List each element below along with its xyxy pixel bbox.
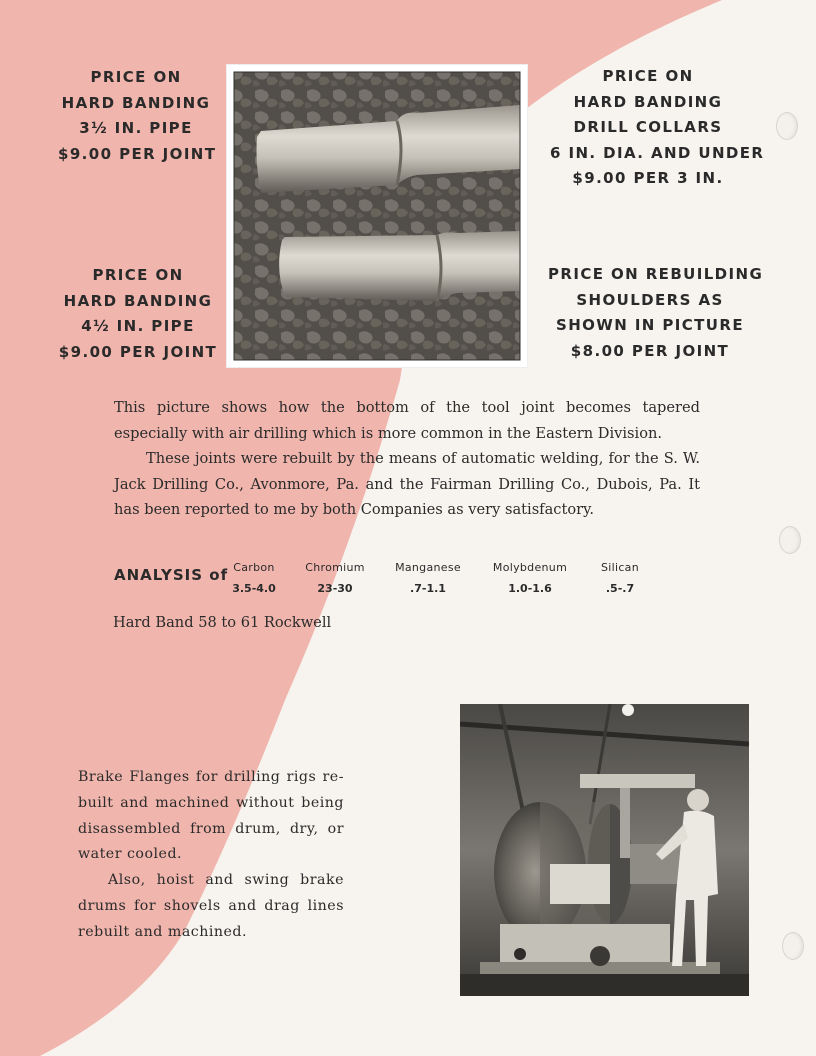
price-block-3-5-pipe [58, 65, 217, 167]
price-line: HARD BANDING [573, 92, 723, 111]
price-line: SHOULDERS AS [576, 290, 724, 309]
price-line: PRICE ON [90, 68, 182, 86]
price-line: PRICE ON [602, 67, 694, 85]
punch-hole-bottom [782, 932, 804, 960]
price-line: $9.00 PER 3 IN. [572, 169, 724, 187]
element-range: .7-1.1 [410, 582, 446, 595]
element-name: Molybdenum [492, 561, 568, 574]
hardness-note: Hard Band 58 to 61 Rockwell [113, 614, 332, 631]
tool-joint-description [114, 395, 700, 523]
price-block-shoulders [548, 262, 764, 364]
price-line: DRILL COLLARS [573, 118, 723, 136]
price-line: $9.00 PER JOINT [58, 342, 218, 361]
price-line: SHOWN IN PICTURE [556, 316, 744, 334]
tool-joint-photo [226, 64, 528, 368]
price-block-drill-collars [550, 64, 765, 192]
element-range: 23-30 [317, 582, 353, 595]
description-paragraph-2: These joints were rebuilt by the means of automatic welding, for the S. W. Jack Drilling Co., Avonmore, Pa. and the Fairman Drilling Co., Dubois, Pa. It has been reported to me by both Companies as very satisfactory. [114, 450, 700, 518]
price-line: 3½ IN. PIPE [79, 119, 193, 137]
punch-hole-middle [779, 526, 801, 554]
element-range: 3.5-4.0 [232, 582, 276, 595]
price-line: 4½ IN. PIPE [81, 317, 195, 335]
price-line: $9.00 PER JOINT [58, 144, 217, 163]
analysis-element-chromium [300, 561, 370, 595]
element-name: Carbon [233, 561, 275, 574]
element-name: Manganese [395, 561, 461, 574]
analysis-element-molybdenum [487, 561, 573, 595]
analysis-label: ANALYSIS of [114, 566, 229, 584]
analysis-element-silican [593, 561, 647, 595]
element-name: Silican [600, 561, 639, 574]
brake-flange-description [78, 765, 344, 946]
price-line: HARD BANDING [63, 291, 213, 310]
price-line: PRICE ON [92, 266, 184, 284]
description-paragraph-1: This picture shows how the bottom of the tool joint becomes tapered especially with air drilling which is more common in the Eastern Division. [114, 399, 700, 442]
brake-paragraph-2: Also, hoist and swing brake drums for shovels and drag lines rebuilt and machined. [78, 872, 344, 940]
element-range: .5-.7 [605, 582, 635, 595]
punch-hole-top [776, 112, 798, 140]
analysis-element-carbon [225, 561, 283, 595]
element-name: Chromium [305, 561, 365, 574]
price-line: HARD BANDING [61, 93, 211, 112]
price-line: $8.00 PER JOINT [570, 341, 730, 360]
analysis-element-manganese [389, 561, 467, 595]
price-line: 6 IN. DIA. AND UNDER [550, 143, 765, 162]
brake-paragraph-1: Brake Flanges for drilling rigs re-built and machined without being disassembled from drum, dry, or water cooled. [78, 769, 344, 863]
price-block-4-5-pipe [58, 263, 218, 365]
brake-drum-machining-photo [460, 704, 749, 996]
element-range: 1.0-1.6 [508, 582, 552, 595]
price-line: PRICE ON REBUILDING [548, 265, 764, 283]
